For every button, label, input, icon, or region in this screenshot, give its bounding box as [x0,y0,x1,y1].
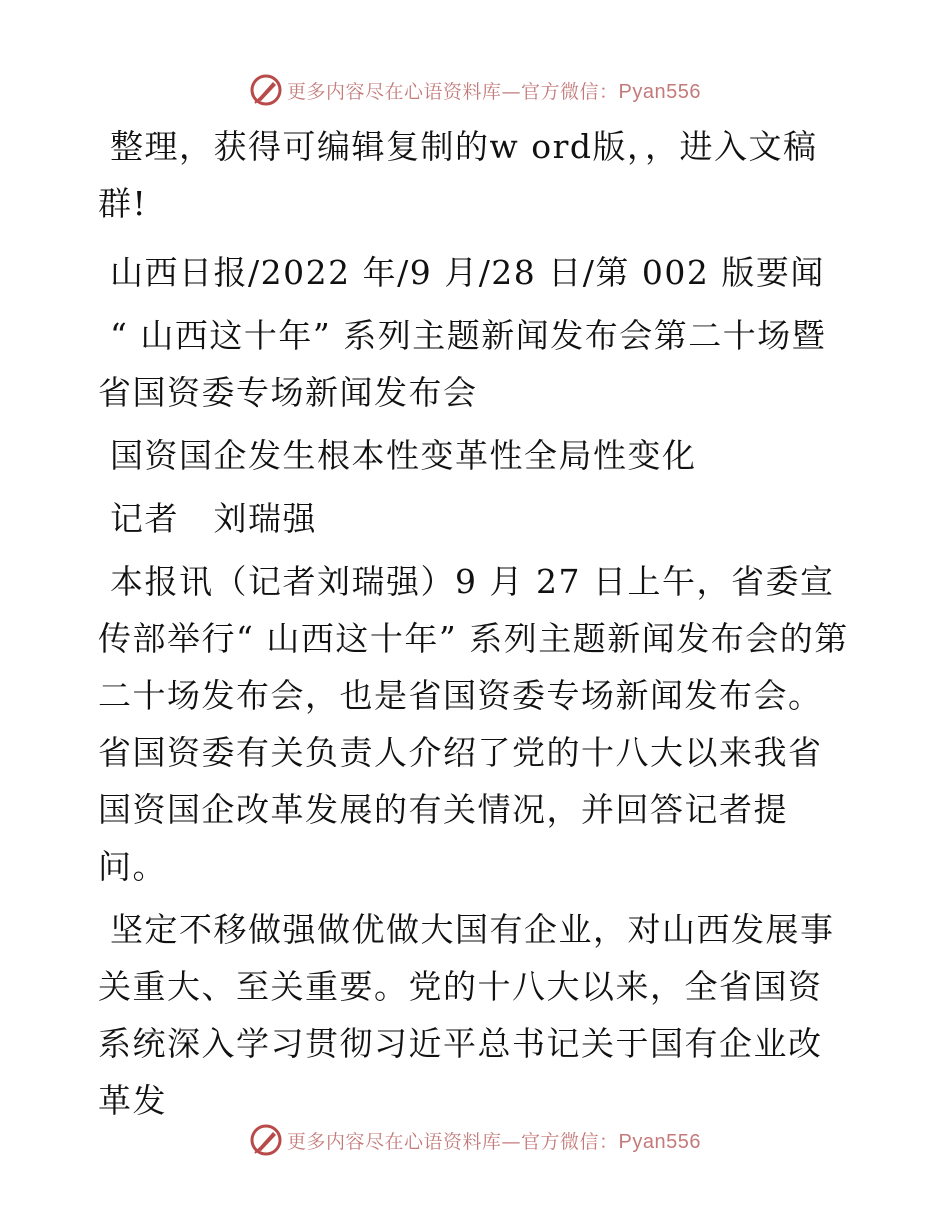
watermark-text: 更多内容尽在心语资料库—官方微信：Pyan556 [287,80,701,103]
article-headline: 国资国企发生根本性变革性全局性变化 [110,436,697,475]
article-kicker: “ 山西这十年” 系列主题新闻发布会第二十场暨省国资委专场新闻发布会 [98,316,827,412]
body-paragraph-2: 坚定不移做强做优做大国有企业，对山西发展事关重大、至关重要。党的十八大以来，全省国资系统深入学习贯彻习近平总书记关于国有企业改革发 [98,910,835,1120]
intro-paragraph: 整理，获得可编辑复制的w ord版，，进入文稿群! [98,127,818,223]
quill-logo-icon [249,1123,283,1157]
quill-logo-icon [249,73,283,107]
body-paragraph-1: 本报讯（记者刘瑞强）9 月 27 日上午，省委宣传部举行“ 山西这十年” 系列主题新闻发布会的第二十场发布会，也是省国资委专场新闻发布会。省国资委有关负责人介绍了党的十八大以来我省国资国企改革发展的有关情况，并回答记者提问。 [98,562,849,886]
source-line: 山西日报/2022 年/9 月/28 日/第 002 版要闻 [110,253,825,292]
footer-watermark [0,1120,950,1160]
byline: 记者 刘瑞强 [110,499,317,538]
header-watermark [0,70,950,110]
watermark-wechat-id: Pyan556 [618,1130,701,1153]
document-body [98,118,854,1129]
watermark-wechat-id: Pyan556 [618,80,701,103]
watermark-text: 更多内容尽在心语资料库—官方微信：Pyan556 [287,1130,701,1153]
